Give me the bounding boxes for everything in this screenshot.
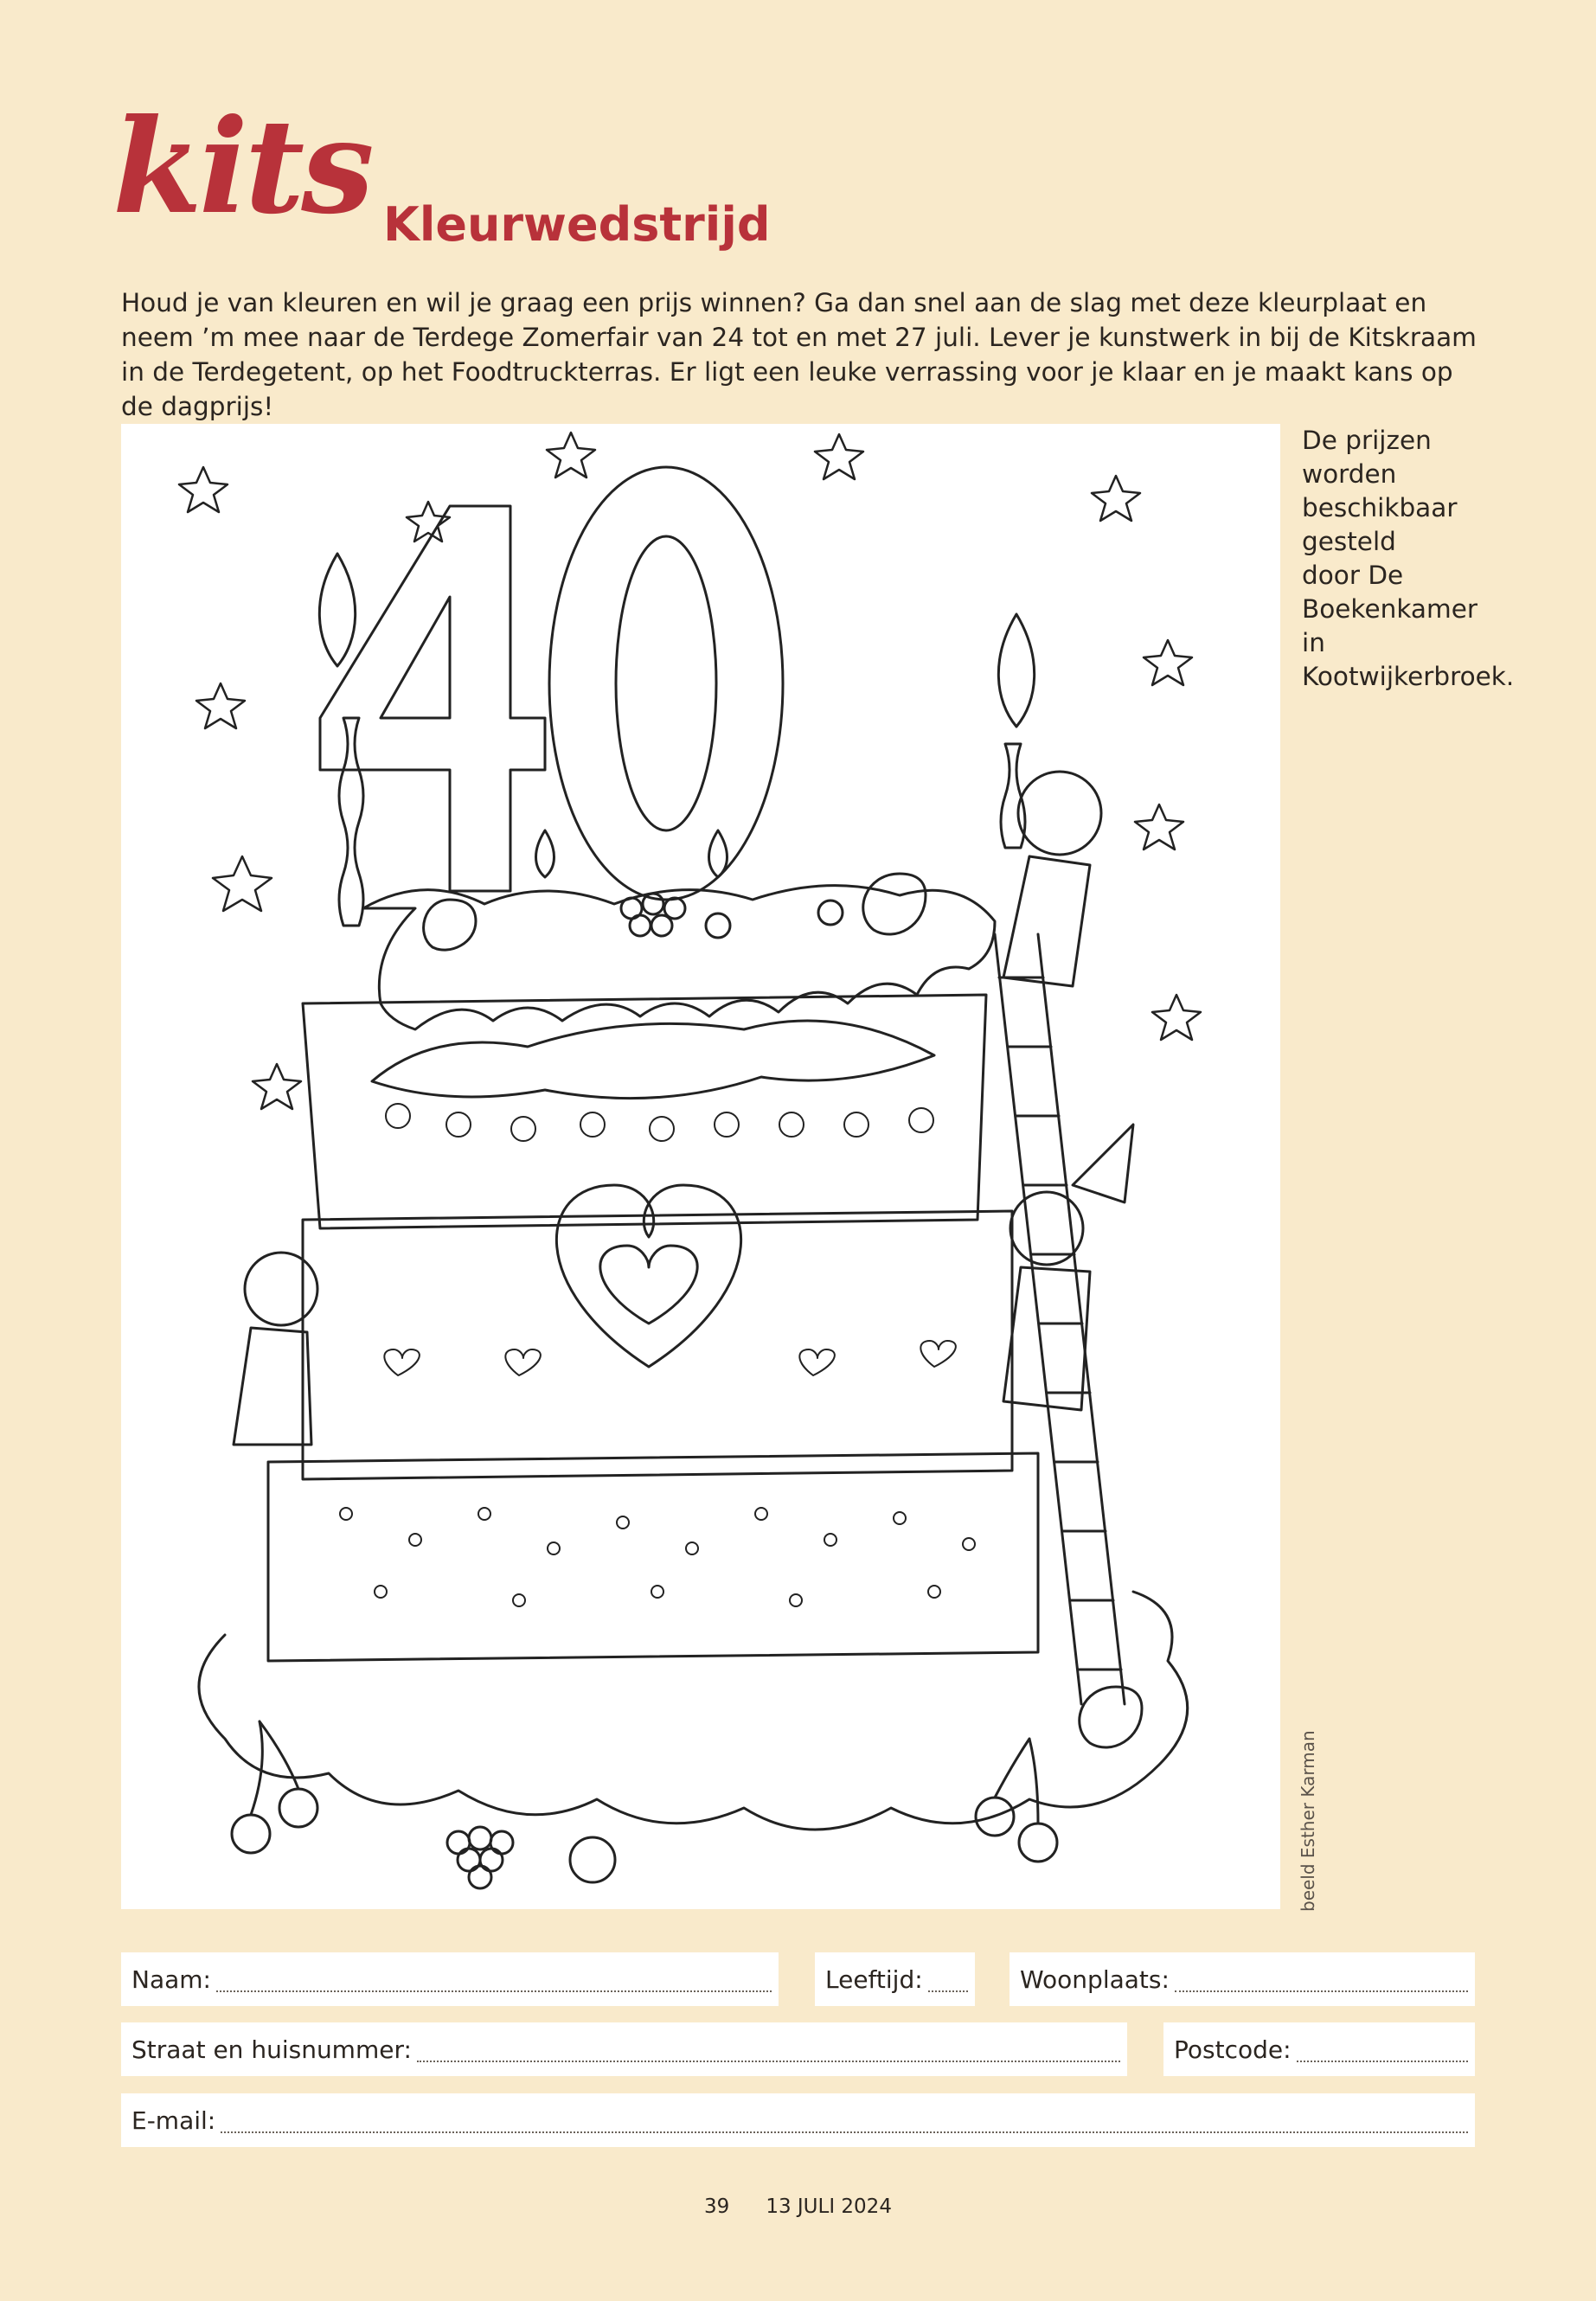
children bbox=[234, 772, 1133, 1445]
leeftijd-label: Leeftijd: bbox=[825, 1965, 923, 1994]
leeftijd-field[interactable] bbox=[815, 1952, 975, 2006]
coloring-illustration bbox=[121, 424, 1280, 1909]
candles bbox=[319, 554, 1034, 926]
number-40-candles bbox=[320, 467, 783, 900]
straat-input-line[interactable] bbox=[417, 2061, 1120, 2062]
issue-date: 13 JULI 2024 bbox=[766, 2195, 892, 2218]
postcode-field[interactable] bbox=[1163, 2022, 1475, 2076]
page-number: 39 bbox=[704, 2195, 730, 2218]
woonplaats-input-line[interactable] bbox=[1175, 1990, 1468, 1992]
straat-field[interactable] bbox=[121, 2022, 1127, 2076]
postcode-input-line[interactable] bbox=[1297, 2061, 1468, 2062]
bottom-fruit bbox=[232, 1687, 1142, 1888]
email-field[interactable] bbox=[121, 2093, 1475, 2147]
cake-tier-top bbox=[303, 995, 986, 1228]
straat-label: Straat en huisnummer: bbox=[131, 2035, 412, 2064]
woonplaats-field[interactable] bbox=[1010, 1952, 1475, 2006]
email-label: E-mail: bbox=[131, 2106, 216, 2135]
naam-input-line[interactable] bbox=[216, 1990, 772, 1992]
intro-text: Houd je van kleuren en wil je graag een prijs winnen? Ga dan snel aan de slag met deze kleurplaat en neem ’m mee naar de Terdege Zomerfair van 24 tot en met 27 juli. Lever je kunstwerk in bij de Kitskraam in de Terdegetent, op het Foodtruckterras. Er ligt een leuke verrassing voor je klaar en je maakt kans op de dagprijs! bbox=[121, 288, 1477, 421]
top-icing bbox=[363, 886, 995, 1029]
naam-field[interactable] bbox=[121, 1952, 779, 2006]
illustration-credit: beeld Esther Karman bbox=[1298, 1730, 1318, 1912]
leeftijd-input-line[interactable] bbox=[928, 1990, 968, 1992]
naam-label: Naam: bbox=[131, 1965, 211, 1994]
postcode-label: Postcode: bbox=[1174, 2035, 1292, 2064]
cake-tier-middle bbox=[303, 1185, 1012, 1479]
brand-logo: kits bbox=[112, 91, 371, 243]
prize-sidenote: De prijzen worden beschikbaar gesteld door De Boekenkamer in Kootwijkerbroek. bbox=[1302, 426, 1515, 691]
email-input-line[interactable] bbox=[221, 2131, 1468, 2133]
page-footer bbox=[0, 2195, 1596, 2218]
page-title: Kleurwedstrijd bbox=[383, 197, 771, 252]
cake-tier-bottom bbox=[268, 1453, 1038, 1661]
woonplaats-label: Woonplaats: bbox=[1020, 1965, 1170, 1994]
